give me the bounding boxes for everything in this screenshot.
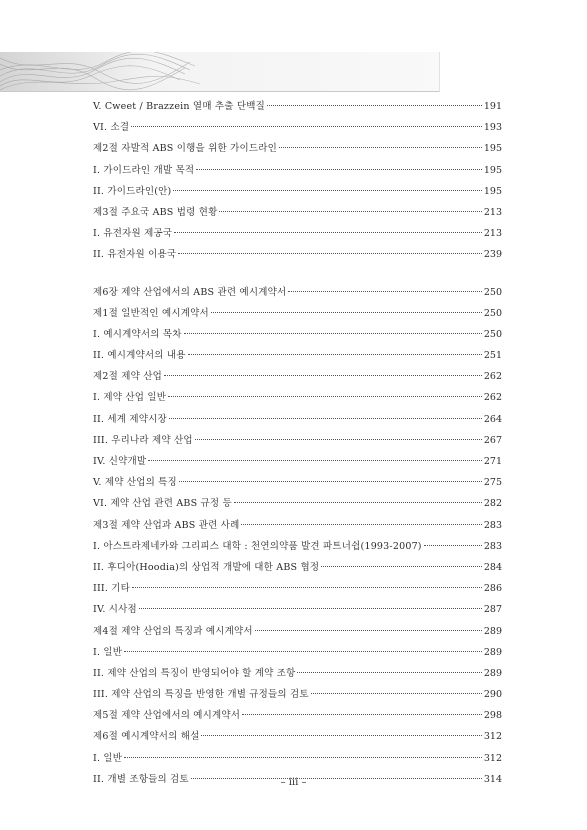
toc-entry-title: 제3절 제약 산업과 ABS 관련 사례 xyxy=(93,519,240,531)
toc-entry-title: III. 제약 산업의 특징을 반영한 개별 규정들의 검토 xyxy=(93,689,309,701)
toc-entry-title: 제5절 제약 산업에서의 예시계약서 xyxy=(93,710,241,722)
toc-entry-page-number: 193 xyxy=(483,122,502,134)
toc-group-1 xyxy=(93,96,502,266)
toc-entry-page-number: 239 xyxy=(483,249,502,261)
toc-entry-page-number: 314 xyxy=(483,773,502,785)
toc-entry[interactable] xyxy=(93,366,502,387)
toc-entry-page-number: 271 xyxy=(483,456,502,467)
dot-leader xyxy=(179,481,482,482)
toc-entry[interactable] xyxy=(93,282,502,303)
dot-leader xyxy=(195,439,482,440)
toc-entry-page-number: 267 xyxy=(483,434,502,446)
toc-entry-page-number: 290 xyxy=(483,689,502,701)
toc-entry-title: II. 예시계약서의 내용 xyxy=(93,350,186,362)
toc-entry-page-number: 250 xyxy=(483,328,502,340)
toc-entry-title: 제6절 예시계약서의 해설 xyxy=(93,731,200,743)
toc-entry[interactable] xyxy=(93,345,502,366)
toc-entry-title: I. 제약 산업 일반 xyxy=(93,392,167,404)
toc-entry-page-number: 289 xyxy=(483,646,502,658)
toc-entry[interactable] xyxy=(93,726,502,747)
dot-leader xyxy=(321,566,482,567)
dot-leader xyxy=(267,105,482,106)
toc-entry-title: V. Cweet / Brazzein 열매 추출 단백질 xyxy=(93,101,266,112)
toc-entry[interactable] xyxy=(93,138,502,159)
toc-entry[interactable] xyxy=(93,160,502,181)
toc-entry-title: 제2절 제약 산업 xyxy=(93,371,162,383)
header-decoration xyxy=(0,52,440,92)
toc-entry-page-number: 191 xyxy=(483,101,502,112)
toc-entry[interactable] xyxy=(93,244,502,265)
toc-entry[interactable] xyxy=(93,96,502,117)
dot-leader xyxy=(184,333,482,334)
toc-entry-page-number: 250 xyxy=(483,286,502,298)
dot-leader xyxy=(169,418,482,419)
toc-entry[interactable] xyxy=(93,599,502,620)
toc-entry-page-number: 195 xyxy=(483,164,502,176)
toc-entry-title: II. 제약 산업의 특징이 반영되어야 할 계약 조항 xyxy=(93,667,296,679)
toc-entry-page-number: 282 xyxy=(483,498,502,510)
toc-entry[interactable] xyxy=(93,202,502,223)
toc-entry[interactable] xyxy=(93,117,502,138)
toc-entry[interactable] xyxy=(93,663,502,684)
toc-entry[interactable] xyxy=(93,387,502,408)
toc-entry-title: I. 유전자원 제공국 xyxy=(93,228,173,240)
dot-leader xyxy=(211,312,482,313)
toc-entry-title: I. 아스트라제네카와 그리피스 대학 : 천연의약품 발견 파트너쉽(1993-2007) xyxy=(93,540,422,552)
toc-entry-page-number: 286 xyxy=(483,583,502,595)
dot-leader xyxy=(178,253,482,254)
dot-leader xyxy=(255,630,482,631)
toc-entry[interactable] xyxy=(93,536,502,557)
toc-entry-title: 제1절 일반적인 예시계약서 xyxy=(93,307,209,319)
toc-entry-page-number: 283 xyxy=(483,540,502,552)
toc-entry-page-number: 284 xyxy=(483,561,502,573)
toc-entry-title: IV. 신약개발 xyxy=(93,456,147,467)
toc-entry-title: IV. 시사점 xyxy=(93,604,137,616)
toc-entry[interactable] xyxy=(93,705,502,726)
dot-leader xyxy=(196,169,482,170)
toc-entry-page-number: 264 xyxy=(483,413,502,425)
toc-entry-title: II. 유전자원 이용국 xyxy=(93,249,177,261)
dot-leader xyxy=(188,354,482,355)
toc-entry-title: I. 예시계약서의 목차 xyxy=(93,328,182,340)
dot-leader xyxy=(148,460,482,461)
dot-leader xyxy=(173,190,481,191)
toc-entry[interactable] xyxy=(93,621,502,642)
dot-leader xyxy=(279,147,482,148)
toc-entry[interactable] xyxy=(93,557,502,578)
toc-entry-page-number: 195 xyxy=(483,185,502,197)
toc-entry-title: 제3절 주요국 ABS 법령 현황 xyxy=(93,206,218,218)
toc-group-gap xyxy=(93,266,502,282)
dot-leader xyxy=(242,714,482,715)
toc-entry[interactable] xyxy=(93,409,502,430)
wave-pattern-graphic xyxy=(0,52,440,92)
toc-entry-title: I. 일반 xyxy=(93,646,123,658)
toc-entry[interactable] xyxy=(93,684,502,705)
dot-leader xyxy=(297,672,481,673)
toc-entry-page-number: 298 xyxy=(483,710,502,722)
toc-entry-title: II. 개별 조항들의 검토 xyxy=(93,773,189,785)
dot-leader xyxy=(311,693,482,694)
dot-leader xyxy=(174,232,482,233)
toc-entry[interactable] xyxy=(93,324,502,345)
dot-leader xyxy=(241,524,481,525)
toc-entry[interactable] xyxy=(93,642,502,663)
toc-entry[interactable] xyxy=(93,515,502,536)
toc-entry-title: 제6장 제약 산업에서의 ABS 관련 예시계약서 xyxy=(93,286,287,298)
toc-entry-page-number: 287 xyxy=(483,604,502,616)
dot-leader xyxy=(234,502,482,503)
toc-entry[interactable] xyxy=(93,430,502,451)
toc-entry[interactable] xyxy=(93,451,502,472)
toc-entry-title: II. 가이드라인(안) xyxy=(93,185,172,197)
toc-entry[interactable] xyxy=(93,578,502,599)
table-of-contents xyxy=(93,96,502,790)
toc-entry-page-number: 250 xyxy=(483,307,502,319)
dot-leader xyxy=(132,587,482,588)
toc-entry-page-number: 283 xyxy=(483,519,502,531)
toc-entry[interactable] xyxy=(93,303,502,324)
toc-group-2 xyxy=(93,282,502,791)
dot-leader xyxy=(201,735,481,736)
toc-entry-title: 제4절 제약 산업의 특징과 예시계약서 xyxy=(93,625,253,637)
toc-entry-title: I. 일반 xyxy=(93,752,123,764)
toc-entry-page-number: 289 xyxy=(483,625,502,637)
toc-entry-title: V. 제약 산업의 특징 xyxy=(93,477,177,489)
toc-entry-title: 제2절 자발적 ABS 이행을 위한 가이드라인 xyxy=(93,143,277,155)
toc-entry[interactable] xyxy=(93,223,502,244)
toc-entry-title: I. 가이드라인 개발 목적 xyxy=(93,164,195,176)
toc-entry-title: III. 우리나라 제약 산업 xyxy=(93,434,193,446)
toc-entry-title: II. 후디아(Hoodia)의 상업적 개발에 대한 ABS 협정 xyxy=(93,561,320,573)
dot-leader xyxy=(288,291,482,292)
dot-leader xyxy=(139,608,482,609)
toc-entry-title: II. 세계 제약시장 xyxy=(93,413,167,425)
toc-entry[interactable] xyxy=(93,493,502,514)
toc-entry-page-number: 195 xyxy=(483,143,502,155)
toc-entry-page-number: 312 xyxy=(483,752,502,764)
toc-entry-title: III. 기타 xyxy=(93,583,131,595)
dot-leader xyxy=(424,545,482,546)
toc-entry-title: VI. 제약 산업 관련 ABS 규정 등 xyxy=(93,498,232,510)
toc-entry-page-number: 262 xyxy=(483,392,502,404)
page-number: – iii – xyxy=(280,777,307,788)
toc-entry[interactable] xyxy=(93,472,502,493)
dot-leader xyxy=(124,757,482,758)
toc-entry[interactable] xyxy=(93,748,502,769)
dot-leader xyxy=(164,375,482,376)
toc-entry-title: VI. 소결 xyxy=(93,122,130,134)
toc-entry-page-number: 213 xyxy=(483,206,502,218)
dot-leader xyxy=(168,396,482,397)
dot-leader xyxy=(131,126,482,127)
toc-entry-page-number: 251 xyxy=(483,350,502,362)
toc-entry-page-number: 262 xyxy=(483,371,502,383)
dot-leader xyxy=(219,211,481,212)
toc-entry[interactable] xyxy=(93,181,502,202)
toc-entry-page-number: 289 xyxy=(483,667,502,679)
toc-entry-page-number: 312 xyxy=(483,731,502,743)
toc-entry-page-number: 275 xyxy=(483,477,502,489)
toc-entry-page-number: 213 xyxy=(483,228,502,240)
dot-leader xyxy=(124,651,482,652)
